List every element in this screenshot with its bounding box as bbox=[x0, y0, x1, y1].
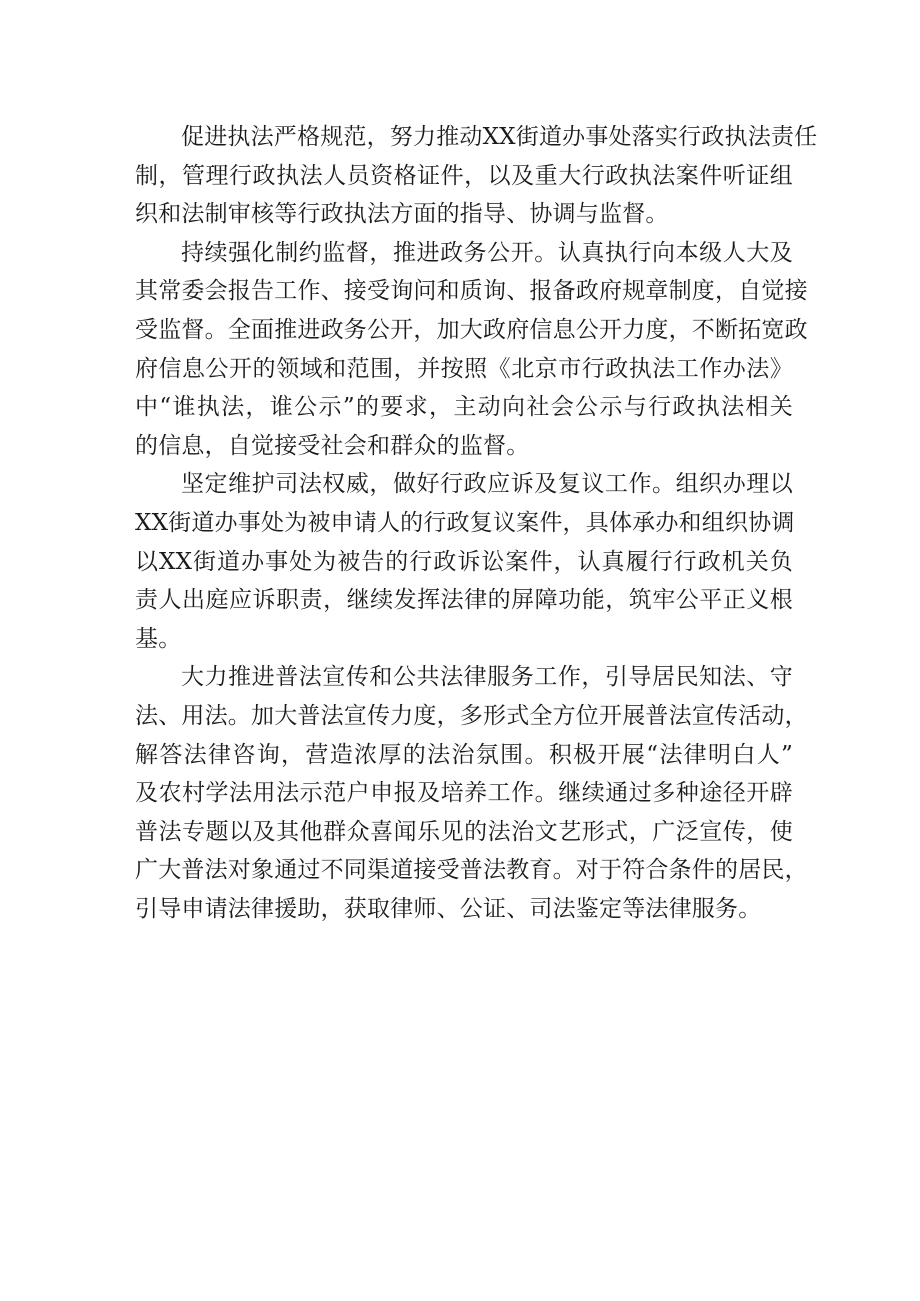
text-line: 中“谁执法，谁公示”的要求，主动向社会公示与行政执法相关 bbox=[135, 394, 793, 421]
text-line: XX街道办事处为被申请人的行政复议案件，具体承办和组织协调 bbox=[135, 509, 795, 536]
text-line: 织和法制审核等行政执法方面的指导、协调与监督。 bbox=[135, 201, 669, 228]
text-line: 持续强化制约监督，推进政务公开。认真执行向本级人大及 bbox=[181, 239, 793, 266]
paragraph-3 bbox=[135, 465, 793, 658]
text-line: 坚定维护司法权威，做好行政应诉及复议工作。组织办理以 bbox=[181, 471, 793, 498]
text-line: 引导申请法律援助，获取律师、公证、司法鉴定等法律服务。 bbox=[135, 895, 762, 922]
text-line: 促进执法严格规范，努力推动XX街道办事处落实行政执法责任 bbox=[181, 124, 818, 150]
text-line: 广大普法对象通过不同渠道接受普法教育。对于符合条件的居民， bbox=[135, 857, 808, 884]
text-line: 普法专题以及其他群众喜闻乐见的法治文艺形式，广泛宣传，使 bbox=[135, 818, 793, 845]
paragraph-4 bbox=[135, 658, 808, 928]
paragraph-1 bbox=[135, 118, 818, 234]
text-line: 的信息，自觉接受社会和群众的监督。 bbox=[135, 432, 530, 459]
document-body bbox=[135, 118, 818, 928]
text-line: 法、用法。加大普法宣传力度，多形式全方位开展普法宣传活动， bbox=[135, 702, 808, 729]
text-line: 以XX街道办事处为被告的行政诉讼案件，认真履行行政机关负 bbox=[135, 548, 793, 575]
text-line: 基。 bbox=[135, 625, 182, 652]
text-line: 大力推进普法宣传和公共法律服务工作，引导居民知法、守 bbox=[181, 664, 793, 691]
paragraph-2 bbox=[135, 234, 808, 466]
text-line: 受监督。全面推进政务公开，加大政府信息公开力度，不断拓宽政 bbox=[135, 316, 808, 343]
text-line: 府信息公开的领域和范围，并按照《北京市行政执法工作办法》 bbox=[135, 355, 793, 382]
text-line: 责人出庭应诉职责，继续发挥法律的屏障功能，筑牢公平正义根 bbox=[135, 587, 793, 614]
text-line: 解答法律咨询，营造浓厚的法治氛围。积极开展“法律明白人” bbox=[135, 741, 793, 768]
text-line: 及农村学法用法示范户申报及培养工作。继续通过多种途径开辟 bbox=[135, 780, 793, 807]
text-line: 制，管理行政执法人员资格证件，以及重大行政执法案件听证组 bbox=[135, 162, 793, 189]
text-line: 其常委会报告工作、接受询问和质询、报备政府规章制度，自觉接 bbox=[135, 278, 808, 305]
